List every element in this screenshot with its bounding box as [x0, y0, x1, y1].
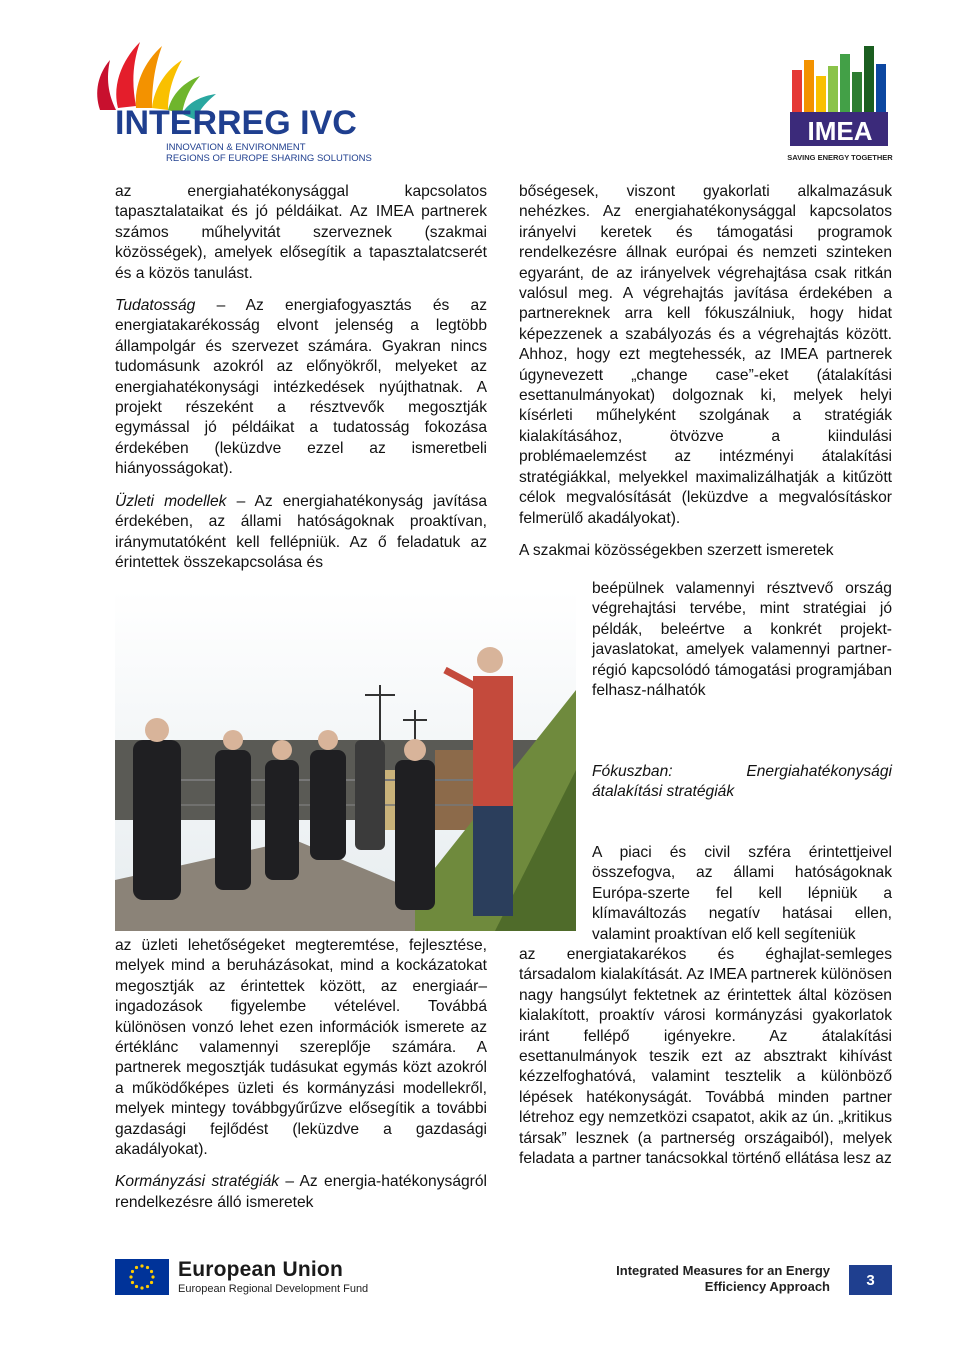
right-column-top [519, 182, 892, 561]
eu-star-icon [150, 1281, 153, 1284]
eu-star-icon [131, 1270, 134, 1273]
eu-star-icon [146, 1266, 149, 1269]
interreg-tagline-1: INNOVATION & ENVIRONMENT [166, 142, 306, 153]
right-column-bottom [519, 843, 892, 1170]
imea-tagline: SAVING ENERGY TOGETHER [787, 153, 893, 162]
eu-star-icon [129, 1275, 132, 1278]
eu-star-icon [135, 1285, 138, 1288]
left-column-bottom [115, 936, 487, 1213]
interreg-title: INTERREG IVC [115, 104, 357, 142]
project-name [590, 1263, 830, 1295]
section-heading-awareness: Tudatosság [115, 297, 196, 315]
interreg-logo [60, 30, 480, 170]
eu-title: European Union [178, 1258, 343, 1281]
eu-flag-icon [115, 1259, 169, 1295]
project-name-line-2: Efficiency Approach [704, 1279, 830, 1294]
paragraph: az üzleti lehetőségeket megteremtése, fejlesztése, melyek mind a beruházásokat, mind a kockázatokat megosztják az érintettek között, az energiaár–ingadozások figyelembe vételével. Továbbá különösen vonzó lehet ezen információk ismerete az értéklánc valamennyi szereplője számára. A partnerek megosztják tudásukat egymás közt azokról a működőképes üzleti és kormányzási modellekről, melyek mintegy továbbgyűrűzve elősegítik a további gazdasági fejlődést (leküzdve a gazdasági akadályokat). [115, 937, 487, 1159]
eu-star-icon [140, 1286, 143, 1289]
paragraph-text: – Az energiafogyasztás és az energiatakarékosság elvont jelenség a legtöbb állampolgár és szervezet számára. Gyakran nincs tudomásunk azokról az előnyökről, melyeket az energiahatékonysági intézkedések nyújthatnak. A projekt részeként a résztvevők megosztják egymással jó példáikat a tudatosság fokozása érdekében (leküzdve ezzel az ismeretbeli hiányosságokat). [115, 297, 487, 478]
focus-heading-block [592, 762, 892, 803]
paragraph-indented: A piaci és civil szféra érintettjeivel összefogva, az állami hatóságoknak Európa-szerte fel kell lépniük a klímaváltozás negatív hatásai ellen, valamint proaktívan elő kell segíteniük [592, 844, 892, 943]
paragraph [115, 296, 487, 480]
right-column-middle [592, 579, 892, 701]
eu-star-icon [135, 1266, 138, 1269]
eu-subtitle: European Regional Development Fund [178, 1283, 369, 1295]
interreg-tagline-2: REGIONS OF EUROPE SHARING SOLUTIONS [166, 153, 372, 164]
paragraph-start: A szakmai közösségekben szerzett ismeretek [519, 541, 834, 559]
section-heading-governance-strategies: Kormányzási stratégiák [115, 1173, 280, 1191]
focus-heading: Fókuszban: Energiahatékonysági átalakítási stratégiák [592, 763, 892, 801]
imea-logo [780, 40, 900, 165]
eu-star-icon [151, 1275, 154, 1278]
paragraph: az energiahatékonysággal kapcsolatos tapasztalataikat és jó példáikat. Az IMEA partnerek számos műhelyvitát szerveznek (szakmai közösségek), amelyek elősegítik a tapasztalatcserét és a közös tanulást. [115, 183, 487, 282]
paragraph-continuation: az energiatakarékos és éghajlat-semleges társadalom kialakítását. Az IMEA partnerek különösen nagy hangsúlyt fektetnek az érintettek által közösen kialakított, proaktív városi kormányzási gyakorlatok iránt fellépő igényekre. Az átalakítási esettanulmányok teszik ezt az absztrakt kihívást kézzelfoghatóvá, valamint tesztelik a különböző lépések hatékonyságát. Továbbá minden partner létrehoz egy nemzetközi csapatot, akik az ún. „kritikus társak” lesznek (a partnerség országaiból), melyek feladata a partner tanácsokkal történő ellátása lesz az [519, 946, 892, 1168]
section-heading-business-models: Üzleti modellek [115, 492, 227, 510]
paragraph: bőségesek, viszont gyakorlati alkalmazásuk nehézkes. Az energiahatékonysággal kapcsolatos irányelvi keretek és támogatási programok rendelkezésre állnak európai és nemzeti szinteken egyaránt, de az irányelvek végrehajtása csak ritkán valósul meg. A végrehajtás javítása érdekében a partnereknek arra kell fókuszálniuk, hogy hidat képezzenek a szabályozás és a végrehajtás között. Ahhoz, hogy ezt megtehessék, az IMEA partnerek úgynevezett „change case”-eket (átalakítási esettanulmányokat) dolgoznak ki, melyek helyi kísérleti műhelyként szolgának a stratégiák kialakításához, ötvözve a kiindulási problémaelemzést az intézményi átalakítási stratégiákkal, melyekkel maximalizálhatják a kitűzött célok megvalósítását (leküzdve a megvalósításkor felmerülő akadályokat). [519, 183, 892, 527]
eu-star-icon [150, 1270, 153, 1273]
eu-star-icon [131, 1281, 134, 1284]
paragraph [115, 1172, 487, 1213]
project-name-line-1: Integrated Measures for an Energy [616, 1263, 830, 1278]
imea-title: IMEA [807, 116, 873, 146]
group-photo [115, 590, 576, 931]
eu-star-icon [146, 1285, 149, 1288]
eu-star-icon [140, 1264, 143, 1267]
left-column-top [115, 182, 487, 573]
paragraph-text: – Az energiahatékonyság javítása érdekében, az állami hatóságoknak proaktívan, iránymutatóként kell fellépniük. Az ő feladatuk az érintettek összekapcsolása és [115, 492, 488, 571]
paragraph [115, 492, 487, 574]
page-number: 3 [849, 1265, 892, 1295]
paragraph-text: – Az energia-hatékonyságról rendelkezésre álló ismeretek [115, 1173, 487, 1211]
paragraph-continuation: beépülnek valamennyi résztvevő ország végrehajtási tervébe, mint stratégiai jó példák, beleértve a konkrét projekt-javaslatokat, amelyek valamennyi partner-régió kapcsolódó támogatási programjában felhasz-nálhatók [592, 580, 892, 700]
